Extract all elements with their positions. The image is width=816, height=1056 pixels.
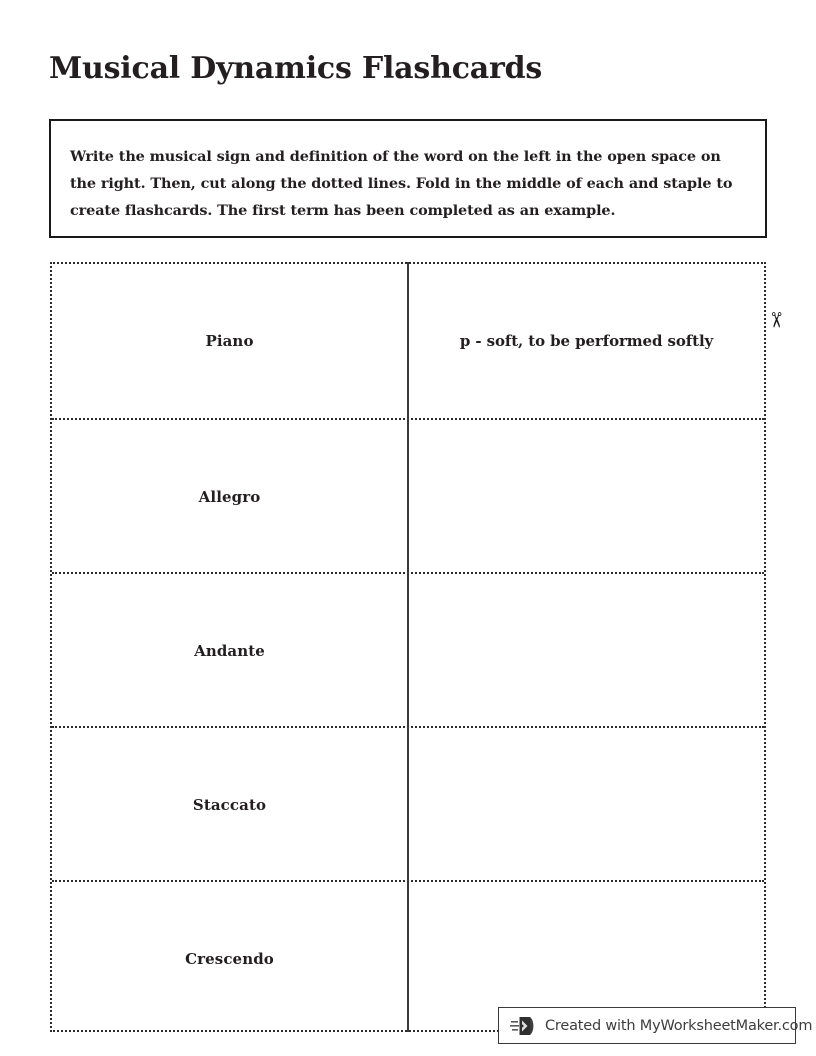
flashcard-answer-cell[interactable] bbox=[409, 574, 764, 728]
flashcard-term: Crescendo bbox=[185, 950, 274, 968]
fold-line bbox=[407, 262, 409, 1032]
scissors-icon: ✂ bbox=[764, 311, 788, 329]
flashcard-answer-cell[interactable] bbox=[409, 264, 764, 418]
footer-badge-text: Created with MyWorksheetMaker.com bbox=[545, 1017, 813, 1034]
flashcard-term-cell bbox=[52, 882, 407, 1036]
flashcard-answer: p - soft, to be performed softly bbox=[459, 332, 714, 350]
footer-badge[interactable] bbox=[498, 1007, 813, 1044]
flashcard-term-cell bbox=[52, 574, 407, 728]
instructions-text: Write the musical sign and definition of the word on the left in the open space on the right. Then, cut along the dotted lines. Fold in the middle of each and staple to create flashcards. The first term has been completed as an example. bbox=[70, 148, 733, 219]
flashcard-answer-cell[interactable] bbox=[409, 420, 764, 574]
flashcard-term-cell bbox=[52, 264, 407, 418]
flashcard-term-cell bbox=[52, 420, 407, 574]
flashcard-term: Allegro bbox=[198, 488, 261, 506]
worksheet-maker-logo-icon bbox=[510, 1014, 536, 1038]
flashcard-term: Piano bbox=[205, 332, 254, 350]
flashcard-term: Staccato bbox=[192, 796, 267, 814]
flashcard-grid bbox=[50, 262, 766, 1032]
flashcard-term: Andante bbox=[194, 642, 265, 660]
flashcard-answer-cell[interactable] bbox=[409, 728, 764, 882]
flashcard-term-cell bbox=[52, 728, 407, 882]
instructions-box bbox=[49, 119, 767, 238]
page-title: Musical Dynamics Flashcards bbox=[49, 51, 543, 86]
